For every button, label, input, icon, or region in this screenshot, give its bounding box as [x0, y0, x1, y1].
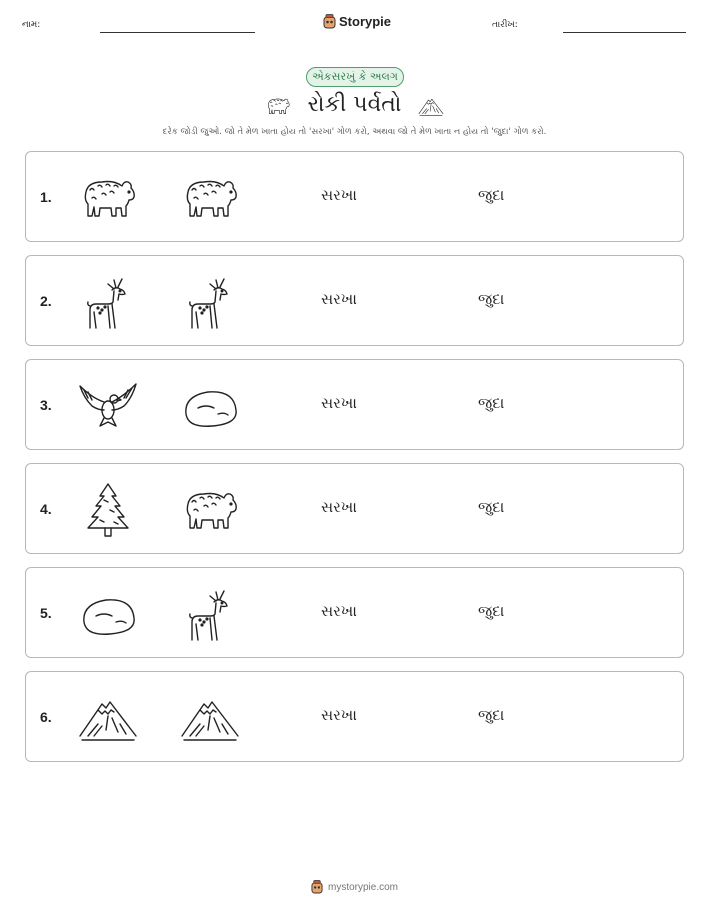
- brand-logo: [323, 14, 391, 29]
- row-number: 4.: [40, 501, 52, 517]
- date-label: તારીખ:: [492, 20, 518, 30]
- pair-row: [25, 463, 684, 554]
- row-number: 6.: [40, 709, 52, 725]
- title-mountain-icon: [414, 94, 448, 118]
- page-title: રોકી પર્વતો: [307, 92, 402, 117]
- deer-icon: [180, 586, 240, 642]
- deer-icon: [180, 274, 240, 330]
- mountain-icon: [180, 690, 240, 746]
- same-option[interactable]: સરખા: [321, 290, 357, 308]
- date-line[interactable]: [563, 32, 686, 33]
- same-option[interactable]: સરખા: [321, 602, 357, 620]
- pair-row: [25, 567, 684, 658]
- bear-icon: [78, 170, 138, 226]
- row-number: 3.: [40, 397, 52, 413]
- activity-badge: એકસરખું કે અલગ: [306, 67, 404, 87]
- row-number: 2.: [40, 293, 52, 309]
- worksheet-header: [0, 14, 709, 40]
- rock-icon: [180, 378, 240, 434]
- pair-row: [25, 671, 684, 762]
- different-option[interactable]: જુદા: [478, 290, 505, 308]
- same-option[interactable]: સરખા: [321, 394, 357, 412]
- same-option[interactable]: સરખા: [321, 498, 357, 516]
- name-label: નામ:: [22, 20, 41, 30]
- instructions: દરેક જોડી જુઓ. જો તે મેળ ખાતા હોય તો 'સરખા' ગોળ કરો, અથવા જો તે મેળ ખાતા ન હોય તો 'જુદા' ગોળ કરો.: [162, 127, 547, 137]
- different-option[interactable]: જુદા: [478, 394, 505, 412]
- deer-icon: [78, 274, 138, 330]
- footer: [0, 880, 709, 894]
- storypie-mascot-icon: [311, 880, 323, 894]
- pair-row: [25, 151, 684, 242]
- row-number: 1.: [40, 189, 52, 205]
- different-option[interactable]: જુદા: [478, 498, 505, 516]
- name-line[interactable]: [100, 32, 255, 33]
- brand-name: Storypie: [339, 14, 392, 29]
- pair-row: [25, 255, 684, 346]
- bear-icon: [180, 482, 240, 538]
- row-number: 5.: [40, 605, 52, 621]
- different-option[interactable]: જુદા: [478, 706, 505, 724]
- rock-icon: [78, 586, 138, 642]
- pine-tree-icon: [78, 482, 138, 538]
- footer-url[interactable]: mystorypie.com: [327, 881, 398, 893]
- eagle-icon: [78, 378, 138, 434]
- storypie-mascot-icon: [323, 14, 336, 29]
- same-option[interactable]: સરખા: [321, 706, 357, 724]
- bear-icon: [180, 170, 240, 226]
- same-option[interactable]: સરખા: [321, 186, 357, 204]
- pair-row: [25, 359, 684, 450]
- mountain-icon: [78, 690, 138, 746]
- different-option[interactable]: જુદા: [478, 602, 505, 620]
- different-option[interactable]: જુદા: [478, 186, 505, 204]
